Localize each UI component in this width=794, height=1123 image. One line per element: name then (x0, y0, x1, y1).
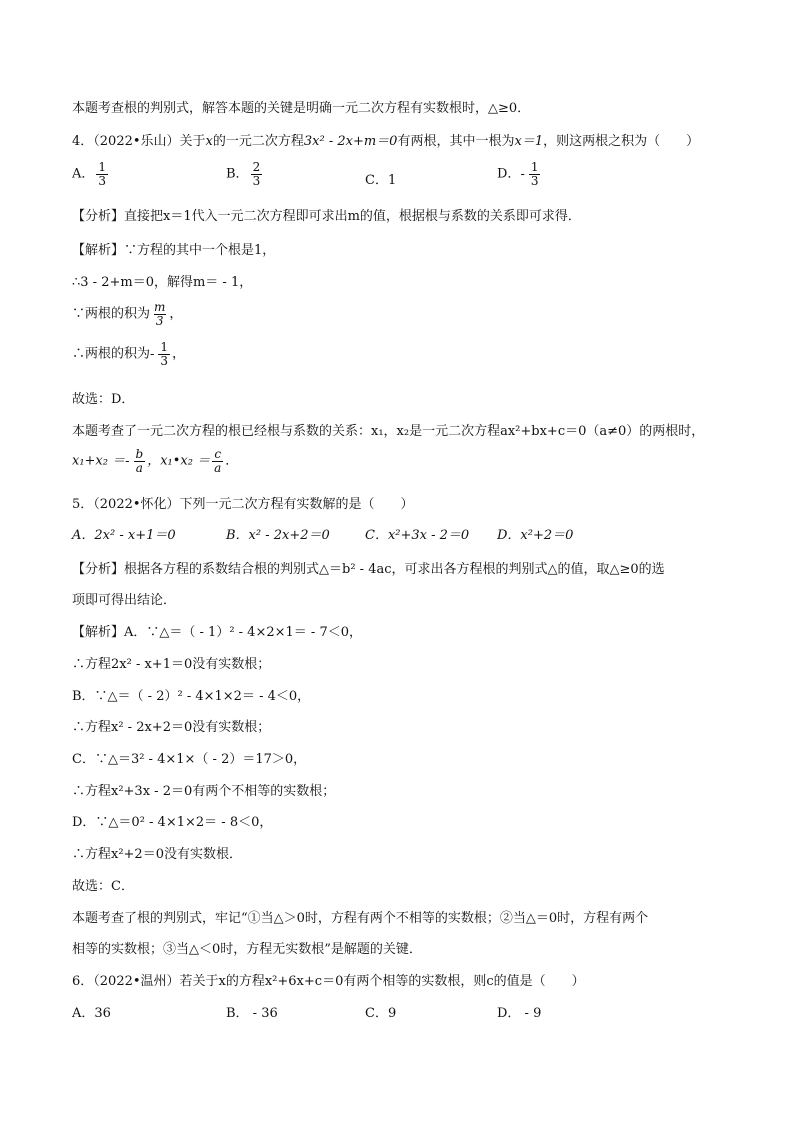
q4-prod-num: c (214, 447, 222, 461)
q4-product-label: ∵两根的积为 (72, 306, 151, 322)
q4-option-c-label: C．1 (365, 173, 397, 188)
q4-prod-den: a (214, 460, 222, 475)
q6-option-c: C．9 (365, 1006, 397, 1021)
q5-summary-line-2: 相等的实数根；③当△＜0时，方程无实数根”是解题的关键． (72, 942, 422, 957)
q4-prod-fraction (212, 448, 223, 474)
q4-summary-line-2 (72, 448, 238, 474)
q4-solution-line-1: 【解析】∵方程的其中一个根是1， (72, 243, 276, 258)
q4-solution-line-3 (72, 301, 182, 327)
q5-solution-line-3: B．∵△＝（ - 2）² - 4×1×2＝ - 4＜0， (72, 689, 311, 704)
q4-analysis: 【分析】直接把x＝1代入一元二次方程即可求出m的值，根据根与系数的关系即可求得． (72, 209, 581, 224)
q6-option-a: A．36 (72, 1006, 111, 1021)
q5-option-b: B．x² - 2x+2＝0 (226, 528, 330, 543)
q4-stem-b: 的一元二次方程 (212, 134, 304, 149)
q5-solution-line-8: ∴方程x²+2＝0没有实数根． (72, 847, 242, 862)
q5-analysis-line-2: 项即可得出结论． (72, 593, 177, 608)
q5-analysis-line-1: 【分析】根据各方程的系数结合根的判别式△＝b² - 4ac，可求出各方程根的判别式△的值，取△≥0的选 (72, 562, 665, 577)
q6-option-b: B． - 36 (226, 1006, 278, 1021)
q4-product-result-label: ∴两根的积为 (72, 346, 151, 362)
q4-equation: 3x² - 2x+m＝0 (303, 134, 398, 149)
q5-choice: 故选：C． (72, 879, 134, 894)
q4-summary-line-1: 本题考查了一元二次方程的根已经根与系数的关系：x₁，x₂是一元二次方程ax²+bx+c＝0（a≠0）的两根时， (72, 424, 705, 439)
q5-summary-line-1: 本题考查了根的判别式，牢记“①当△＞0时，方程有两个不相等的实数根；②当△＝0时，方程有两个 (72, 911, 649, 926)
q5-option-d: D．x²+2＝0 (497, 528, 574, 543)
q4-solution-line-2: ∴3 - 2+m＝0，解得m＝ - 1， (72, 275, 253, 290)
q4-sum-den: a (135, 460, 143, 475)
q5-solution-line-1: 【解析】A．∵△＝（ - 1）² - 4×2×1＝ - 7＜0， (72, 625, 362, 640)
q4-option-b-num: 2 (252, 160, 261, 174)
q4-option-b (226, 161, 264, 187)
q4-product-result-num: 1 (160, 340, 169, 354)
q4-option-b-fraction (251, 161, 263, 187)
q4-stem (72, 134, 699, 150)
q4-option-b-den: 3 (252, 173, 261, 188)
q5-solution-line-2: ∴方程2x² - x+1＝0没有实数根； (72, 657, 271, 672)
q5-option-c: C．x²+3x - 2＝0 (365, 528, 470, 543)
intro-note: 本题考查根的判别式，解答本题的关键是明确一元二次方程有实数根时，△≥0． (72, 101, 531, 116)
q5-solution-line-7: D．∵△＝0² - 4×1×2＝ - 8＜0， (72, 815, 273, 830)
q5-solution-line-6: ∴方程x²+3x - 2＝0有两个不相等的实数根； (72, 784, 336, 799)
q4-product-of-roots: ，x₁•x₂ ＝ (147, 453, 211, 469)
q4-product-num: m (154, 300, 166, 314)
q4-root: x＝1 (514, 134, 544, 149)
q4-option-a (72, 161, 110, 187)
q6-stem: 6．（2022•温州）若关于x的方程x²+6x+c＝0有两个相等的实数根，则c的值是（ ） (72, 974, 585, 989)
q4-sum-of-roots: x₁+x₂ ＝ (72, 453, 126, 469)
q4-option-d (497, 161, 542, 187)
q4-option-b-label: B． (226, 166, 249, 182)
q4-sum-num: b (135, 447, 144, 461)
q4-product-den: 3 (155, 313, 164, 328)
q4-option-d-neg: - (520, 166, 525, 182)
q4-option-d-fraction (529, 161, 541, 187)
q4-choice: 故选：D． (72, 392, 135, 407)
q4-sum-fraction (134, 448, 146, 474)
q4-option-d-num: 1 (530, 160, 539, 174)
q4-option-a-num: 1 (98, 160, 107, 174)
q4-stem-a: 4．（2022•乐山）关于 (72, 134, 206, 149)
q5-solution-line-4: ∴方程x² - 2x+2＝0没有实数根； (72, 720, 271, 735)
q4-option-d-label: D． (497, 166, 521, 182)
q5-option-a: A．2x² - x+1＝0 (72, 528, 176, 543)
q5-solution-line-5: C．∵△＝3² - 4×1×（ - 2）＝17＞0， (72, 752, 307, 767)
q4-product-result-den: 3 (160, 353, 169, 368)
q4-option-a-den: 3 (98, 173, 107, 188)
q4-option-a-fraction (96, 161, 108, 187)
q4-summary-tail: ． (225, 453, 239, 469)
q4-stem-d: ，则这两根之积为（ ） (543, 134, 700, 149)
q4-product-result-neg: - (150, 346, 155, 362)
q4-product-result-fraction (158, 341, 170, 367)
q5-stem: 5．（2022•怀化）下列一元二次方程有实数解的是（ ） (72, 497, 414, 512)
q4-solution-line-4 (72, 341, 185, 367)
q4-stem-c: 有两根，其中一根为 (397, 134, 515, 149)
q4-sum-neg: - (125, 453, 130, 469)
q4-product-tail: ， (169, 306, 183, 322)
q4-option-c (365, 173, 396, 189)
q4-option-d-den: 3 (530, 173, 539, 188)
q4-option-a-label: A． (72, 166, 95, 182)
q4-product-fraction (152, 301, 167, 327)
q4-product-result-tail: ， (172, 346, 186, 362)
q6-option-d: D． - 9 (497, 1006, 542, 1021)
q4-var-x: x (205, 134, 213, 149)
